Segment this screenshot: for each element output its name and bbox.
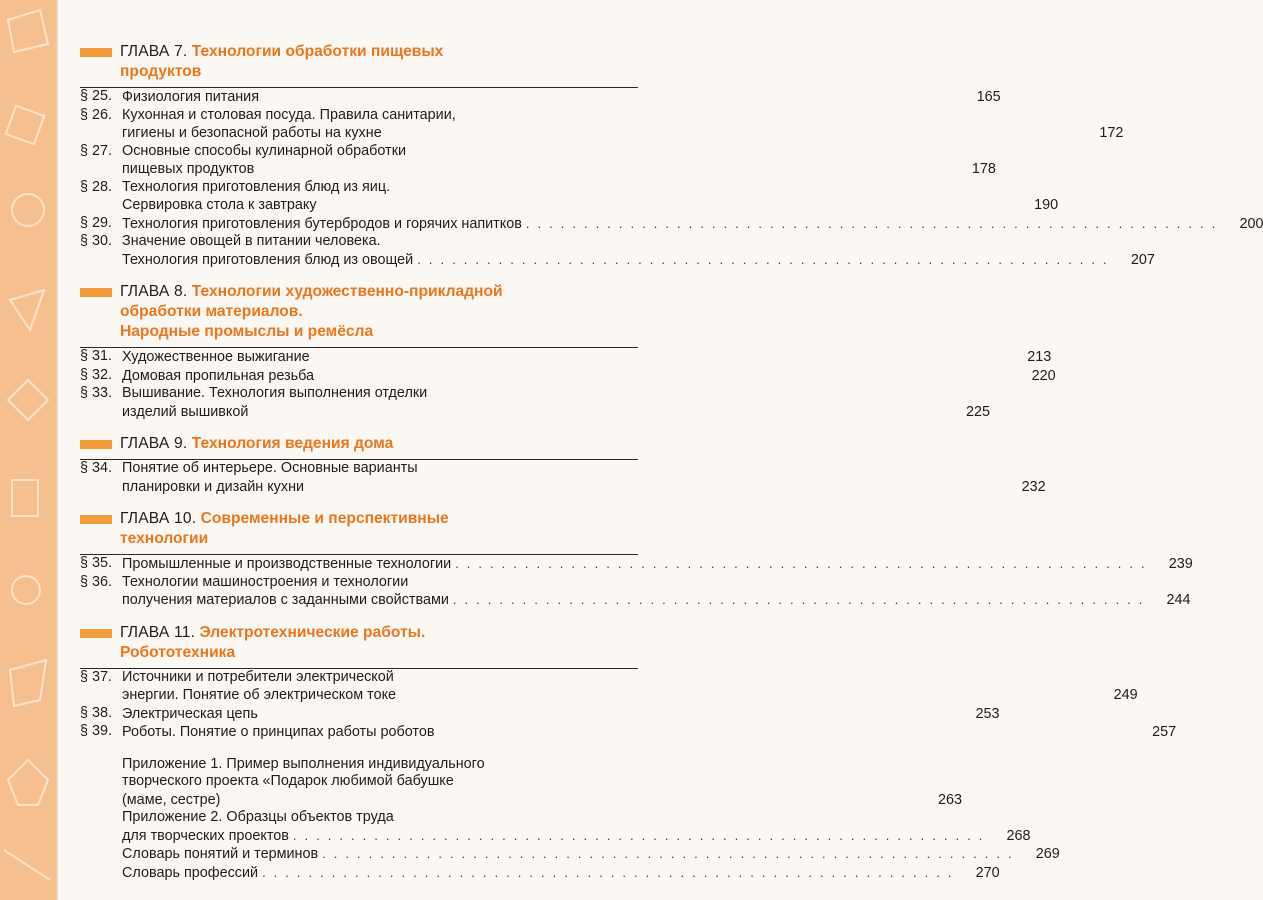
dot-leader: . . . . . . . . . . . . . . . . . . . . . . . . . . . . . . . . . . . . . . . . . . . . . . . . . . . . . . . . . . . . bbox=[417, 251, 1109, 267]
chapter-label: ГЛАВА 9. bbox=[120, 435, 188, 452]
toc-entry[interactable] bbox=[80, 88, 1001, 107]
dot-leader: . . . . . . . . . . . . . . . . . . . . . . . . . . . . . . . . . . . . . . . . . . . . . . . . . . . . . . . . . . . . bbox=[455, 556, 1147, 571]
toc-entry[interactable] bbox=[80, 704, 1000, 724]
entry-body bbox=[122, 88, 1001, 107]
chapter-heading[interactable] bbox=[80, 282, 638, 342]
page-number: 270 bbox=[975, 864, 1000, 881]
entry-last-line bbox=[122, 196, 1012, 215]
chapter-title: обработки материалов. bbox=[120, 303, 303, 320]
entry-text-line: Словарь профессий bbox=[122, 864, 259, 881]
entry-body bbox=[122, 367, 1056, 386]
toc-entry[interactable] bbox=[122, 809, 1031, 845]
entry-text-line: Промышленные и производственные технологии bbox=[122, 556, 452, 572]
chapter-marker bbox=[80, 515, 112, 524]
entry-last-line bbox=[122, 845, 1014, 864]
chapter-title: Технология ведения дома bbox=[191, 435, 394, 452]
entry-last-line bbox=[122, 827, 985, 846]
section-number: § 31. bbox=[80, 348, 113, 364]
chapter-marker bbox=[80, 48, 112, 57]
entry-last-line bbox=[122, 403, 944, 422]
dot-leader: . . . . . . . . . . . . . . . . . . . . . . . . . . . . . . . . . . . . . . . . . . . . . . . . . . . . . . . . . . . . bbox=[322, 846, 1014, 861]
dot-leader: . . . . . . . . . . . . . . . . . . . . . . . . . . . . . . . . . . . . . . . . . . . . . . . . . . . . . . . . . . . . bbox=[452, 592, 1145, 607]
toc-entry[interactable] bbox=[80, 460, 1046, 496]
entry-body bbox=[122, 215, 1263, 234]
page-number: 172 bbox=[1099, 125, 1124, 141]
entry-text-line: энергии. Понятие об электрическом токе bbox=[122, 687, 397, 703]
geometric-pattern-icon bbox=[0, 0, 56, 900]
chapter-title: технологии bbox=[120, 530, 209, 547]
entry-text-line: Технология приготовления блюд из яиц. bbox=[122, 178, 391, 195]
dot-leader: . . . . . . . . . . . . . . . . . . . . . . . . . . . . . . . . . . . . . . . . . . . . . . . . . . . . . . . . . . . . bbox=[292, 827, 985, 843]
entry-body bbox=[122, 348, 1051, 367]
chapter-title: Технологии художественно-прикладной bbox=[191, 283, 503, 300]
toc-entry[interactable] bbox=[122, 864, 1000, 883]
section-number: § 28. bbox=[80, 178, 113, 195]
entry-last-line bbox=[122, 555, 1147, 574]
chapter-marker bbox=[80, 440, 112, 449]
entry-text-line: творческого проекта «Подарок любимой бабушке bbox=[122, 773, 454, 789]
entry-body bbox=[122, 460, 1046, 496]
page-number: 269 bbox=[1035, 846, 1060, 862]
entry-last-line bbox=[122, 705, 953, 724]
chapter-title: Технологии обработки пищевых bbox=[191, 43, 444, 60]
page-number: 220 bbox=[1031, 367, 1056, 384]
entry-text-line: Технология приготовления бутербродов и горячих напитков bbox=[122, 215, 522, 232]
chapter-title: продуктов bbox=[120, 63, 202, 80]
toc-entry[interactable] bbox=[80, 233, 1155, 269]
entry-text-line: (маме, сестре) bbox=[122, 791, 221, 808]
chapter-group bbox=[80, 42, 1263, 269]
toc-entry[interactable] bbox=[80, 348, 1052, 367]
entry-text-line: Приложение 2. Образцы объектов труда bbox=[122, 809, 394, 825]
page-number: 165 bbox=[976, 89, 1001, 105]
chapter-label: ГЛАВА 11. bbox=[120, 623, 196, 641]
entry-body bbox=[122, 233, 1155, 269]
entry-text-line: Технология приготовления блюд из овощей bbox=[122, 251, 414, 268]
entry-text-line: Словарь понятий и терминов bbox=[122, 846, 319, 862]
entry-text-line: Значение овощей в питании человека. bbox=[122, 233, 381, 249]
page-number: 257 bbox=[1152, 724, 1177, 740]
toc-entry[interactable] bbox=[80, 385, 991, 421]
toc-entry[interactable] bbox=[80, 106, 1124, 143]
section-number: § 33. bbox=[80, 385, 113, 401]
entry-last-line bbox=[122, 478, 1000, 497]
page-number: 207 bbox=[1130, 251, 1155, 268]
entry-body bbox=[122, 864, 1000, 883]
entry-last-line bbox=[122, 723, 1130, 742]
chapter-group bbox=[80, 509, 1193, 610]
section-number: § 29. bbox=[80, 214, 113, 231]
entry-last-line bbox=[122, 686, 1092, 705]
chapter-group bbox=[80, 623, 1177, 742]
entry-text-line: Источники и потребители электрической bbox=[122, 668, 394, 685]
chapter-marker bbox=[80, 288, 112, 297]
entry-text-line: Электрическая цепь bbox=[122, 705, 258, 722]
page-number: 225 bbox=[966, 403, 991, 420]
chapter-label: ГЛАВА 8. bbox=[120, 283, 188, 300]
page-number: 178 bbox=[971, 161, 996, 177]
chapter-label: ГЛАВА 10. bbox=[120, 510, 197, 527]
section-number: § 30. bbox=[80, 233, 113, 249]
entry-text-line: Технологии машиностроения и технологии bbox=[122, 573, 409, 590]
page-number: 213 bbox=[1027, 349, 1052, 365]
entry-text-line: Понятие об интерьере. Основные варианты bbox=[122, 460, 418, 476]
toc-entry[interactable] bbox=[80, 668, 1138, 705]
page-number: 268 bbox=[1006, 827, 1031, 844]
entry-text-line: пищевых продуктов bbox=[122, 161, 255, 177]
table-of-contents bbox=[80, 42, 1263, 882]
entry-body bbox=[122, 107, 1123, 143]
section-number: § 26. bbox=[80, 106, 113, 123]
entry-body bbox=[122, 723, 1176, 742]
dot-leader: . . . . . . . . . . . . . . . . . . . . . . . . . . . . . . . . . . . . . . . . . . . . . . . . . . . . . . . . . . . . bbox=[262, 864, 954, 880]
chapter-heading[interactable] bbox=[80, 42, 638, 82]
dot-leader: . . . . . . . . . . . . . . . . . . . . . . . . . . . . . . . . . . . . . . . . . . . . . . . . . . . . . . . . . . . . bbox=[525, 215, 1218, 231]
entry-text-line: Роботы. Понятие о принципах работы роботов bbox=[122, 724, 435, 740]
chapter-title: Электротехнические работы. bbox=[199, 623, 426, 641]
entry-last-line bbox=[122, 160, 950, 179]
chapter-label: ГЛАВА 7. bbox=[120, 43, 188, 60]
toc-entry[interactable] bbox=[80, 214, 1263, 234]
entry-body bbox=[122, 179, 1058, 215]
page-number: 232 bbox=[1021, 478, 1046, 495]
section-number: § 27. bbox=[80, 142, 113, 159]
chapter-heading[interactable] bbox=[80, 623, 638, 663]
entry-text-line: Сервировка стола к завтраку bbox=[122, 197, 317, 213]
entry-body bbox=[122, 385, 990, 421]
entry-text-line: Вышивание. Технология выполнения отделки bbox=[122, 385, 428, 401]
entry-body bbox=[122, 574, 1191, 610]
page-number: 239 bbox=[1168, 556, 1193, 572]
section-number: § 35. bbox=[80, 555, 113, 571]
entry-body bbox=[122, 143, 996, 179]
page-number: 249 bbox=[1113, 687, 1138, 703]
toc-entry[interactable] bbox=[122, 755, 962, 810]
entry-text-line: Домовая пропильная резьба bbox=[122, 367, 315, 384]
entry-body bbox=[122, 669, 1138, 705]
page-number: 253 bbox=[975, 705, 1000, 722]
toc-entry[interactable] bbox=[80, 723, 1177, 742]
page-number: 244 bbox=[1166, 592, 1191, 608]
entry-body bbox=[122, 809, 1031, 845]
entry-text-line: для творческих проектов bbox=[122, 827, 289, 844]
toc-entry[interactable] bbox=[80, 366, 1056, 386]
section-number: § 37. bbox=[80, 668, 113, 685]
section-number: § 38. bbox=[80, 704, 113, 721]
toc-entry[interactable] bbox=[80, 142, 996, 179]
entry-body bbox=[122, 705, 999, 724]
entry-text-line: планировки и дизайн кухни bbox=[122, 478, 305, 495]
entry-last-line bbox=[122, 791, 916, 810]
entry-text-line: изделий вышивкой bbox=[122, 403, 249, 420]
entry-last-line bbox=[122, 124, 1077, 143]
entry-text-line: гигиены и безопасной работы на кухне bbox=[122, 125, 382, 141]
chapter-title: Народные промыслы и ремёсла bbox=[120, 323, 374, 340]
entry-last-line bbox=[122, 251, 1109, 270]
entry-body bbox=[122, 555, 1193, 574]
chapter-group bbox=[80, 434, 1046, 496]
chapter-title: Робототехника bbox=[120, 643, 236, 661]
entry-body bbox=[122, 845, 1060, 864]
section-number: § 39. bbox=[80, 723, 113, 739]
page-number: 200 bbox=[1239, 215, 1263, 232]
section-number: § 34. bbox=[80, 460, 113, 476]
chapter-heading[interactable] bbox=[80, 434, 638, 454]
entry-last-line bbox=[122, 215, 1217, 234]
appendix-section bbox=[80, 755, 1060, 883]
page-edge bbox=[56, 0, 58, 900]
entry-last-line bbox=[122, 591, 1145, 610]
entry-last-line bbox=[122, 367, 1010, 386]
entry-text-line: Физиология питания bbox=[122, 89, 259, 105]
chapter-title: Современные и перспективные bbox=[200, 510, 449, 527]
entry-text-line: Основные способы кулинарной обработки bbox=[122, 142, 407, 159]
entry-text-line: получения материалов с заданными свойствами bbox=[122, 592, 449, 608]
entry-text-line: Приложение 1. Пример выполнения индивидуального bbox=[122, 755, 485, 772]
page-number: 263 bbox=[937, 791, 962, 808]
toc-entry[interactable] bbox=[80, 555, 1193, 574]
decorative-side-band bbox=[0, 0, 56, 900]
section-number: § 32. bbox=[80, 366, 113, 383]
entry-text-line: Художественное выжигание bbox=[122, 349, 310, 365]
section-number: § 36. bbox=[80, 573, 113, 590]
chapter-heading[interactable] bbox=[80, 509, 638, 549]
section-number: § 25. bbox=[80, 88, 113, 104]
entry-last-line bbox=[122, 864, 954, 883]
toc-entry[interactable] bbox=[122, 845, 1060, 864]
toc-entry[interactable] bbox=[80, 573, 1191, 610]
chapter-marker bbox=[80, 629, 112, 638]
page-number: 190 bbox=[1034, 197, 1059, 213]
toc-entry[interactable] bbox=[80, 178, 1059, 215]
entry-last-line bbox=[122, 88, 955, 107]
chapter-group bbox=[80, 282, 1056, 421]
entry-body bbox=[122, 756, 962, 810]
entry-last-line bbox=[122, 348, 1005, 367]
entry-text-line: Кухонная и столовая посуда. Правила санитарии, bbox=[122, 106, 456, 123]
